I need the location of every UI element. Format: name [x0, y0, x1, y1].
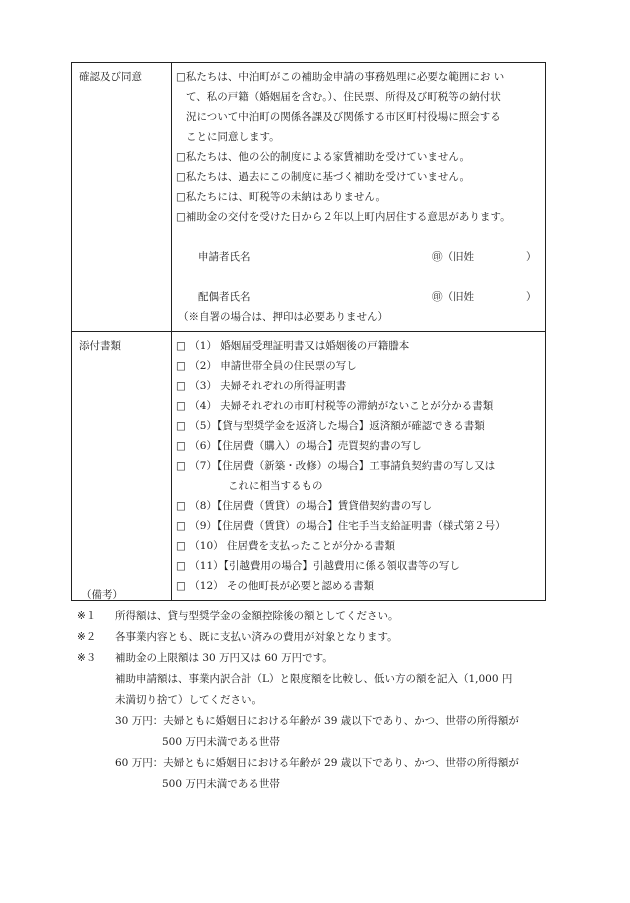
- attachment-item[interactable]: □ （9）【住居費（賃貸）の場合】住宅手当支給証明書（様式第２号）: [176, 520, 506, 532]
- spouse-signature-row[interactable]: [176, 287, 541, 307]
- attachment-item[interactable]: □ （7）【住居費（新築・改修）の場合】工事請負契約書の写し又は: [176, 460, 496, 472]
- application-form-table: [71, 62, 546, 601]
- attachments-label: 添付書類: [72, 332, 172, 601]
- confirmation-label: 確認及び同意: [72, 63, 172, 332]
- spouse-name-label: 配偶者氏名: [198, 291, 251, 303]
- limit-30-continuation: 500 万円未満である世帯: [162, 736, 280, 748]
- attachment-item-continuation: これに相当するもの: [228, 480, 323, 492]
- attachment-item[interactable]: □ （2） 申請世帯全員の住民票の写し: [176, 360, 357, 372]
- attachment-item[interactable]: □ （11）【引越費用の場合】引越費用に係る領収書等の写し: [176, 560, 460, 572]
- checkbox-no-unpaid-tax[interactable]: □私たちには、町税等の未納はありません。: [176, 191, 387, 203]
- remark-text: 補助金の上限額は 30 万円又は 60 万円です。: [115, 652, 333, 664]
- remark-2: [71, 627, 551, 648]
- remarks-section: [71, 585, 551, 795]
- remark-text: 所得額は、貸与型奨学金の金額控除後の額としてください。: [115, 610, 399, 622]
- remark-3-detail: 補助申請額は、事業内訳合計（L）と限度額を比較し、低い方の額を記入（1,000 円: [115, 673, 513, 685]
- spouse-seal-mark: ㊞（旧姓: [432, 291, 474, 303]
- applicant-name-label: 申請者氏名: [198, 251, 251, 263]
- remark-mark: ※２: [77, 631, 97, 643]
- spouse-maiden-close: ）: [526, 291, 537, 303]
- remark-mark: ※３: [77, 652, 97, 664]
- attachment-item[interactable]: □ （10） 住居費を支払ったことが分かる書類: [176, 540, 395, 552]
- attachments-row: [72, 332, 546, 601]
- signature-note: （※自署の場合は、押印は必要ありません）: [178, 311, 388, 323]
- remark-3-detail: 未満切り捨て）してください。: [115, 694, 262, 706]
- applicant-maiden-close: ）: [526, 251, 537, 263]
- attachment-item[interactable]: □ （5）【貸与型奨学金を返済した場合】返済額が確認できる書類: [176, 420, 485, 432]
- consent-line: ことに同意します。: [186, 131, 280, 143]
- applicant-seal-mark: ㊞（旧姓: [432, 251, 474, 263]
- attachment-item[interactable]: □ （12） その他町長が必要と認める書類: [176, 580, 374, 592]
- limit-60-line: 60 万円：夫婦ともに婚姻日における年齢が 29 歳以下であり、かつ、世帯の所得額が: [115, 757, 519, 769]
- limit-30-line: 30 万円：夫婦ともに婚姻日における年齢が 39 歳以下であり、かつ、世帯の所得額が: [115, 715, 519, 727]
- checkbox-no-past-subsidy[interactable]: □私たちは、過去にこの制度に基づく補助を受けていません。: [176, 171, 471, 183]
- attachment-item[interactable]: □ （1） 婚姻届受理証明書又は婚姻後の戸籍謄本: [176, 340, 410, 352]
- limit-60-continuation: 500 万円未満である世帯: [162, 778, 280, 790]
- consent-line: て、私の戸籍（婚姻届を含む。）、住民票、所得及び町税等の納付状: [186, 91, 501, 103]
- applicant-signature-row[interactable]: [176, 247, 541, 267]
- remark-mark: ※１: [77, 610, 97, 622]
- remark-text: 各事業内容とも、既に支払い済みの費用が対象となります。: [115, 631, 398, 643]
- attachment-item[interactable]: □ （3） 夫婦それぞれの所得証明書: [176, 380, 347, 392]
- attachment-item[interactable]: □ （6）【住居費（購入）の場合】売買契約書の写し: [176, 440, 422, 452]
- remark-3: [71, 648, 551, 669]
- attachments-content: [172, 332, 546, 601]
- consent-line: □私たちは、中泊町がこの補助金申請の事務処理に必要な範囲にお い: [176, 71, 505, 83]
- confirmation-content: [172, 63, 546, 332]
- checkbox-residence-intent[interactable]: □補助金の交付を受けた日から２年以上町内居住する意思があります。: [176, 211, 511, 223]
- checkbox-no-other-subsidy[interactable]: □私たちは、他の公的制度による家賃補助を受けていません。: [176, 151, 471, 163]
- attachment-item[interactable]: □ （4） 夫婦それぞれの市町村税等の滞納がないことが分かる書類: [176, 400, 494, 412]
- remark-1: [71, 606, 551, 627]
- remarks-heading: （備考）: [81, 589, 123, 601]
- confirmation-row: [72, 63, 546, 332]
- consent-line: 況について中泊町の関係各課及び関係する市区町村役場に照会する: [186, 111, 501, 123]
- attachment-item[interactable]: □ （8）【住居費（賃貸）の場合】賃貸借契約書の写し: [176, 500, 433, 512]
